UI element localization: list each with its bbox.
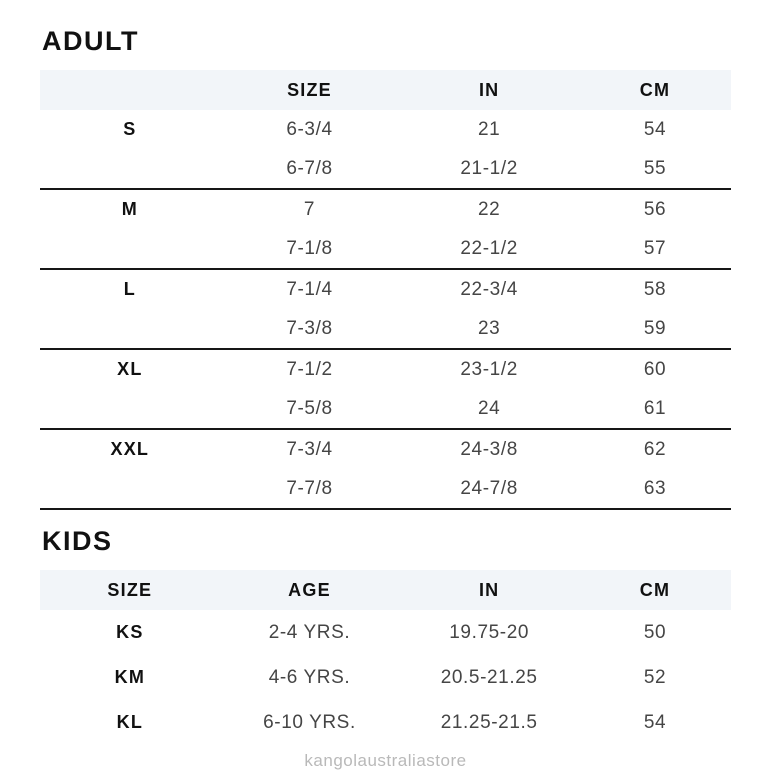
kids-table-row bbox=[40, 610, 731, 655]
adult-table-row bbox=[40, 269, 731, 309]
inches-cell: 21-1/2 bbox=[399, 149, 579, 189]
adult-header-cm: CM bbox=[579, 70, 731, 110]
inches-cell: 19.75-20 bbox=[449, 621, 530, 643]
kids-header-in: IN bbox=[399, 570, 579, 610]
adult-table-row bbox=[40, 349, 731, 389]
kids-table-row bbox=[40, 700, 731, 745]
adult-header-blank bbox=[40, 70, 220, 110]
inches-cell: 23 bbox=[399, 309, 579, 349]
cm-cell: 60 bbox=[643, 358, 667, 380]
kids-table-body bbox=[40, 610, 731, 745]
kids-header-row bbox=[40, 570, 731, 610]
kids-size-cell: KM bbox=[114, 667, 146, 687]
adult-table-header bbox=[40, 70, 731, 110]
inches-cell: 24-3/8 bbox=[460, 438, 518, 460]
cm-cell: 55 bbox=[579, 149, 731, 189]
cm-cell: 59 bbox=[579, 309, 731, 349]
age-cell: 2-4 YRS. bbox=[268, 621, 351, 643]
inches-cell: 22-3/4 bbox=[460, 278, 518, 300]
age-cell: 6-10 YRS. bbox=[263, 711, 356, 733]
kids-table-header bbox=[40, 570, 731, 610]
inches-cell: 22-1/2 bbox=[399, 229, 579, 269]
cm-cell: 57 bbox=[579, 229, 731, 269]
size-label bbox=[40, 149, 220, 189]
inches-cell: 21 bbox=[477, 118, 501, 140]
adult-header-in: IN bbox=[399, 70, 579, 110]
kids-table-row bbox=[40, 655, 731, 700]
kids-header-cm: CM bbox=[579, 570, 731, 610]
size-label bbox=[40, 309, 220, 349]
adult-size-table bbox=[40, 70, 731, 510]
hat-size-cell: 7-7/8 bbox=[220, 469, 400, 509]
cm-cell: 58 bbox=[643, 278, 667, 300]
inches-cell: 24 bbox=[399, 389, 579, 429]
size-label: M bbox=[121, 199, 138, 219]
kids-size-cell: KS bbox=[116, 622, 144, 642]
size-label: XL bbox=[117, 359, 143, 379]
hat-size-cell: 7-1/8 bbox=[220, 229, 400, 269]
age-cell: 4-6 YRS. bbox=[268, 666, 351, 688]
adult-table-row bbox=[40, 429, 731, 469]
inches-cell: 20.5-21.25 bbox=[440, 666, 538, 688]
cm-cell: 56 bbox=[643, 198, 667, 220]
adult-table-row bbox=[40, 389, 731, 429]
adult-table-row bbox=[40, 110, 731, 149]
adult-table-row bbox=[40, 309, 731, 349]
adult-table-row bbox=[40, 469, 731, 509]
adult-table-row bbox=[40, 149, 731, 189]
adult-header-size: SIZE bbox=[220, 70, 400, 110]
cm-cell: 52 bbox=[643, 666, 667, 688]
kids-size-cell: KL bbox=[116, 712, 144, 732]
size-label bbox=[40, 469, 220, 509]
cm-cell: 61 bbox=[579, 389, 731, 429]
inches-cell: 21.25-21.5 bbox=[440, 711, 538, 733]
size-label bbox=[40, 229, 220, 269]
hat-size-cell: 7 bbox=[303, 198, 316, 220]
kids-header-size: SIZE bbox=[40, 570, 220, 610]
adult-header-row bbox=[40, 70, 731, 110]
hat-size-cell: 6-7/8 bbox=[220, 149, 400, 189]
adult-section-title: ADULT bbox=[42, 26, 139, 56]
kids-section-title: KIDS bbox=[42, 526, 113, 556]
hat-size-cell: 7-5/8 bbox=[220, 389, 400, 429]
hat-size-cell: 7-3/4 bbox=[286, 438, 333, 460]
cm-cell: 62 bbox=[643, 438, 667, 460]
size-label bbox=[40, 389, 220, 429]
kids-header-age: AGE bbox=[220, 570, 400, 610]
inches-cell: 22 bbox=[477, 198, 501, 220]
hat-size-cell: 7-1/2 bbox=[286, 358, 333, 380]
size-label: XXL bbox=[110, 439, 150, 459]
adult-table-body bbox=[40, 110, 731, 509]
cm-cell: 54 bbox=[643, 118, 667, 140]
hat-size-cell: 6-3/4 bbox=[286, 118, 333, 140]
size-label: L bbox=[123, 279, 136, 299]
cm-cell: 50 bbox=[643, 621, 667, 643]
inches-cell: 24-7/8 bbox=[399, 469, 579, 509]
size-label: S bbox=[123, 119, 137, 139]
adult-table-row bbox=[40, 229, 731, 269]
cm-cell: 63 bbox=[579, 469, 731, 509]
hat-size-cell: 7-3/8 bbox=[220, 309, 400, 349]
cm-cell: 54 bbox=[643, 711, 667, 733]
adult-table-row bbox=[40, 189, 731, 229]
hat-size-cell: 7-1/4 bbox=[286, 278, 333, 300]
inches-cell: 23-1/2 bbox=[460, 358, 518, 380]
kids-size-table bbox=[40, 570, 731, 745]
store-watermark: kangolaustraliastore bbox=[304, 751, 467, 770]
